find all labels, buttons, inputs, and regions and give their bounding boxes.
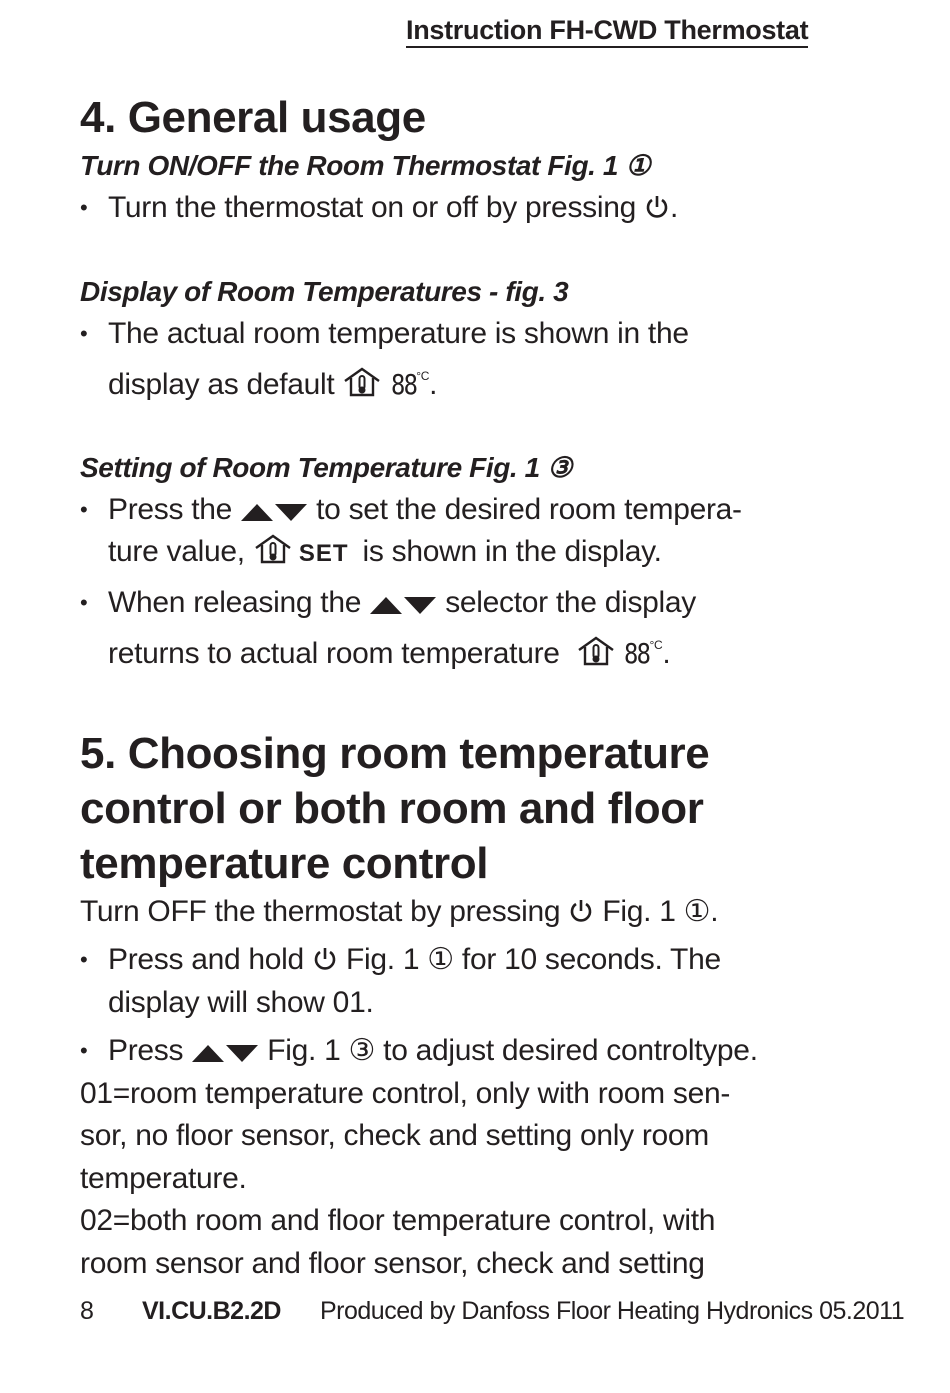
- house-thermometer-icon: [253, 533, 293, 565]
- bullet-press-hold: • Press and hold Fig. 1 ① for 10 seconds. The display will show 01.: [80, 939, 850, 1024]
- bullet-dot: •: [80, 947, 88, 972]
- bullet-on-off: • Turn the thermostat on or off by pressing .: [80, 187, 850, 230]
- power-icon: [312, 945, 338, 973]
- house-thermometer-icon: [342, 366, 382, 398]
- bullet-dot: •: [80, 195, 88, 220]
- bullet-press-arrows: • Press the to set the desired room tempera- ture value, SET is shown in the display.: [80, 489, 850, 576]
- document-code: VI.CU.B2.2D: [142, 1297, 281, 1325]
- display-digits: 88: [390, 368, 416, 401]
- page-footer: [80, 1294, 904, 1328]
- down-arrow-icon: [403, 594, 437, 616]
- display-unit: °C: [649, 638, 663, 652]
- power-icon: [568, 897, 594, 925]
- bullet-adjust-controltype: • Press Fig. 1 ③ to adjust desired controltype.: [80, 1030, 850, 1073]
- up-arrow-icon: [369, 594, 403, 616]
- down-arrow-icon: [274, 501, 308, 523]
- page-content: [80, 90, 850, 1285]
- display-unit: °C: [416, 369, 430, 383]
- subheading-setting-temp: Setting of Room Temperature Fig. 1 ③: [80, 451, 572, 483]
- controltype-description: 01=room temperature control, only with room sen- sor, no floor sensor, check and setting only room temperature. 02=both room and floor temperature control, with room sensor and floor sensor, check and setting: [80, 1076, 731, 1280]
- down-arrow-icon: [225, 1042, 259, 1064]
- bullet-release-selector: • When releasing the selector the display returns to actual room temperature $88^{^\circ C}$.: [80, 582, 850, 676]
- section-5-heading: 5. Choosing room temperature control or both room and floor temperature control: [80, 728, 710, 888]
- power-icon: [644, 193, 670, 221]
- bullet-dot: •: [80, 320, 88, 346]
- section-5-intro: Turn OFF the thermostat by pressing Fig. 1 ①.: [80, 894, 719, 928]
- subheading-on-off: Turn ON/OFF the Room Thermostat Fig. 1 ①: [80, 150, 651, 181]
- display-digits: 88: [623, 637, 650, 670]
- page-number: 8: [80, 1297, 94, 1325]
- subheading-display-temps: Display of Room Temperatures - fig. 3: [80, 275, 569, 307]
- section-4-heading: 4. General usage: [80, 93, 426, 142]
- house-thermometer-icon: [576, 635, 616, 667]
- set-indicator: SET: [298, 540, 349, 567]
- bullet-dot: •: [80, 1038, 88, 1063]
- document-header: Instruction FH-CWD Thermostat: [406, 14, 808, 48]
- producer-credit: Produced by Danfoss Floor Heating Hydronics 05.2011: [320, 1297, 905, 1325]
- bullet-display-default: • The actual room temperature is shown in the display as default $88^{^\circ C}$.: [80, 313, 850, 407]
- bullet-dot: •: [80, 496, 88, 522]
- up-arrow-icon: [191, 1042, 225, 1064]
- up-arrow-icon: [240, 501, 274, 523]
- bullet-dot: •: [80, 589, 88, 615]
